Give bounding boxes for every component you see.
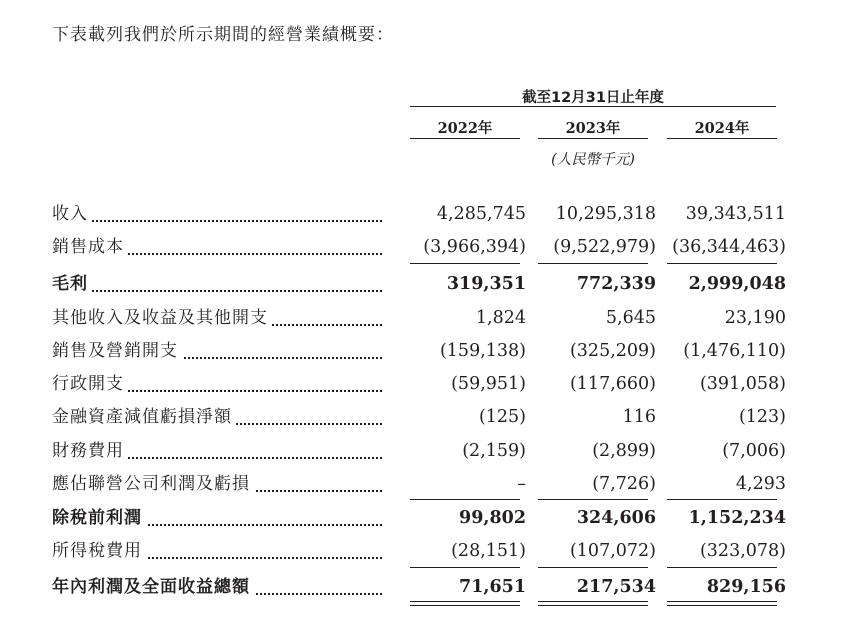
period-header-rule: [410, 106, 776, 107]
table-row: [0, 468, 861, 501]
row-label: [52, 468, 382, 501]
year-rule-2023: [538, 138, 648, 139]
value-cell-2022: 1,824: [475, 308, 526, 328]
total-double-rule-2: [538, 601, 648, 606]
year-rule-2024: [667, 138, 777, 139]
row-label: [52, 401, 382, 434]
pretax-rule-1: [410, 499, 520, 500]
row-label-text: 收入: [52, 204, 92, 224]
row-label-text: 其他收入及收益及其他開支: [52, 308, 272, 328]
row-label: [52, 231, 382, 264]
row-label: [52, 268, 382, 301]
table-row: [0, 571, 861, 604]
value-cell-2024: (36,344,463): [672, 237, 786, 257]
row-label: [52, 302, 382, 335]
pretax-rule-3: [667, 499, 777, 500]
row-label-text: 銷售及營銷開支: [52, 341, 182, 361]
table-row: [0, 368, 861, 401]
row-label: [52, 335, 382, 368]
table-row: [0, 268, 861, 301]
value-cell-2022: (3,966,394): [423, 237, 526, 257]
value-cell-2022: 99,802: [459, 508, 526, 528]
table-row: [0, 231, 861, 264]
total-rule-3: [667, 567, 777, 568]
table-row: [0, 302, 861, 335]
row-label-text: 行政開支: [52, 374, 128, 394]
subtotal-rule-2: [538, 263, 648, 264]
year-header-2023: 2023年: [565, 120, 621, 137]
value-cell-2023: 324,606: [576, 508, 656, 528]
value-cell-2022: (159,138): [439, 341, 526, 361]
year-header-2024: 2024年: [694, 120, 750, 137]
table-row: [0, 535, 861, 568]
row-label: [52, 571, 382, 604]
value-cell-2023: (325,209): [569, 341, 656, 361]
row-label-text: 除稅前利潤: [52, 508, 146, 528]
row-label: [52, 368, 382, 401]
value-cell-2023: 5,645: [605, 308, 656, 328]
value-cell-2022: –: [517, 474, 526, 494]
value-cell-2022: (2,159): [462, 441, 526, 461]
value-cell-2022: 319,351: [446, 274, 526, 294]
table-row: [0, 502, 861, 535]
value-cell-2024: 829,156: [706, 577, 786, 597]
row-label-text: 毛利: [52, 274, 92, 294]
value-cell-2024: (123): [738, 407, 786, 427]
year-header-2022: 2022年: [437, 120, 493, 137]
subtotal-rule-1: [410, 263, 520, 264]
row-label-text: 所得稅費用: [52, 541, 146, 561]
value-cell-2023: (107,072): [569, 541, 656, 561]
value-cell-2024: 2,999,048: [688, 274, 786, 294]
value-cell-2024: 23,190: [724, 308, 786, 328]
row-label-text: 金融資產減值虧損淨額: [52, 407, 236, 427]
value-cell-2022: (125): [478, 407, 526, 427]
row-label-text: 應佔聯營公司利潤及虧損: [52, 474, 254, 494]
value-cell-2022: 71,651: [459, 577, 526, 597]
row-label: [52, 502, 382, 535]
value-cell-2024: (323,078): [699, 541, 786, 561]
unit-label: (人民幣千元): [551, 152, 635, 168]
value-cell-2022: (59,951): [451, 374, 526, 394]
value-cell-2024: (7,006): [722, 441, 786, 461]
value-cell-2022: (28,151): [451, 541, 526, 561]
intro-text: 下表載列我們於所示期間的經營業績概要：: [52, 25, 394, 45]
row-label-text: 財務費用: [52, 441, 128, 461]
value-cell-2024: 1,152,234: [688, 508, 786, 528]
row-label-text: 銷售成本: [52, 237, 128, 257]
value-cell-2023: 217,534: [576, 577, 656, 597]
value-cell-2023: 116: [622, 407, 656, 427]
value-cell-2024: (391,058): [699, 374, 786, 394]
row-label: [52, 198, 382, 231]
value-cell-2023: (7,726): [592, 474, 656, 494]
row-label: [52, 435, 382, 468]
row-label-text: 年內利潤及全面收益總額: [52, 577, 254, 597]
value-cell-2023: (2,899): [592, 441, 656, 461]
value-cell-2024: 39,343,511: [685, 204, 786, 224]
value-cell-2022: 4,285,745: [436, 204, 526, 224]
dot-leader: [52, 220, 382, 222]
table-row: [0, 198, 861, 231]
pretax-rule-2: [538, 499, 648, 500]
period-header: 截至12月31日止年度: [522, 90, 664, 106]
table-row: [0, 401, 861, 434]
dot-leader: [52, 290, 382, 292]
year-rule-2022: [410, 138, 520, 139]
value-cell-2023: 10,295,318: [555, 204, 656, 224]
subtotal-rule-3: [667, 263, 777, 264]
total-double-rule-3: [667, 601, 777, 606]
table-row: [0, 435, 861, 468]
total-rule-2: [538, 567, 648, 568]
value-cell-2023: 772,339: [576, 274, 656, 294]
total-rule-1: [410, 567, 520, 568]
table-row: [0, 335, 861, 368]
value-cell-2024: (1,476,110): [683, 341, 786, 361]
value-cell-2024: 4,293: [735, 474, 786, 494]
total-double-rule-1: [410, 601, 520, 606]
value-cell-2023: (9,522,979): [553, 237, 656, 257]
row-label: [52, 535, 382, 568]
value-cell-2023: (117,660): [569, 374, 656, 394]
